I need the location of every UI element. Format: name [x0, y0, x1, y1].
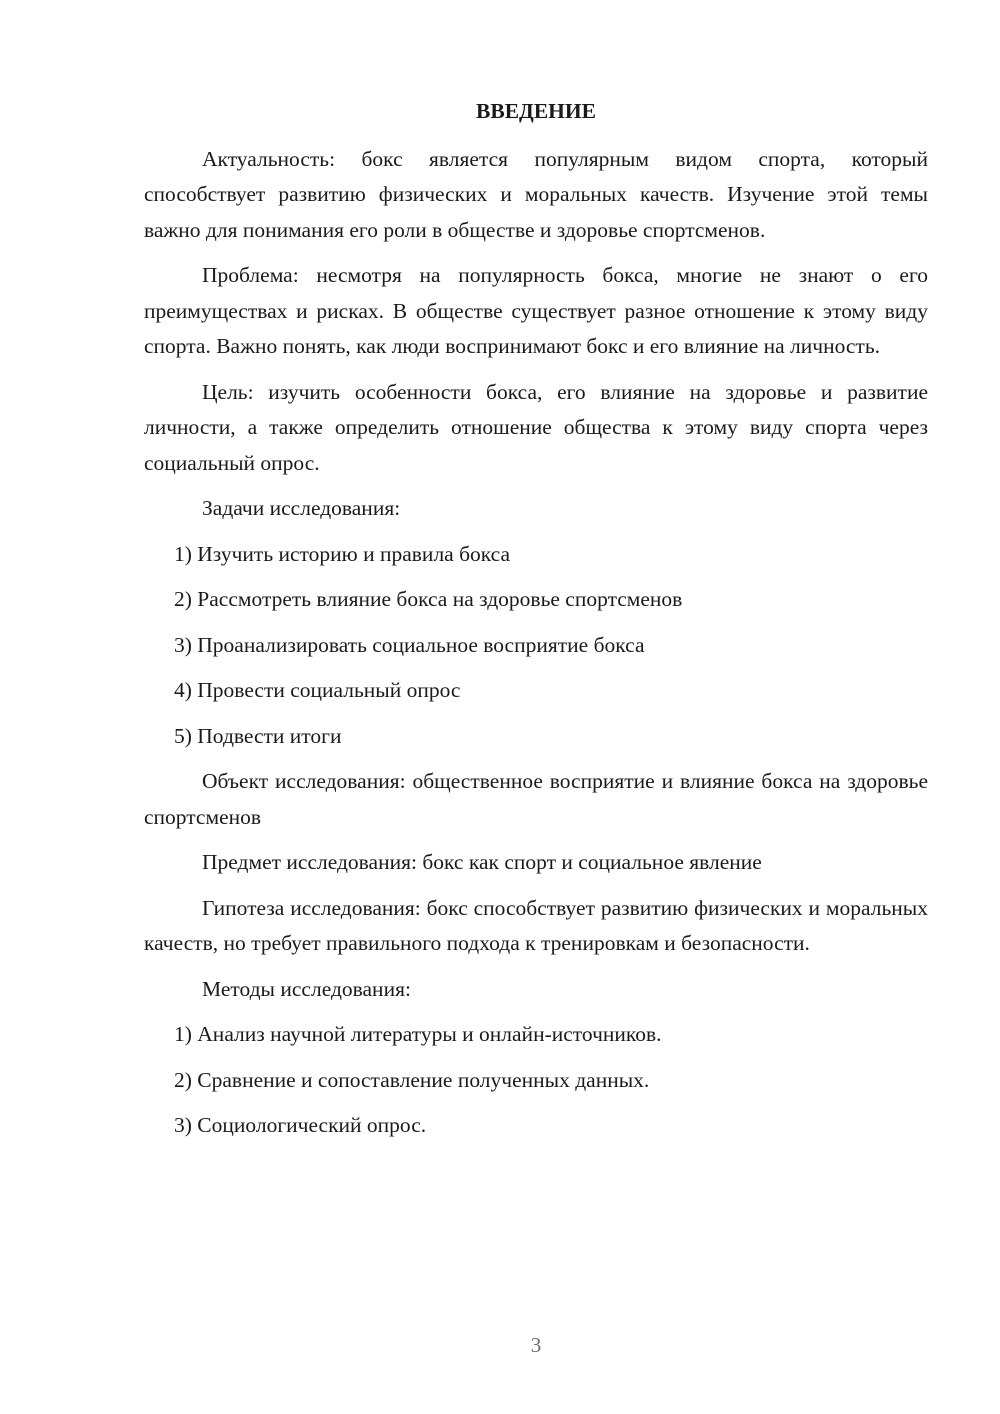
- task-item: 4) Провести социальный опрос: [174, 678, 461, 702]
- problem-paragraph: Проблема: несмотря на популярность бокса, многие не знают о его преимуществах и рисках. В обществе существует разное отношение к этому виду спорта. Важно понять, как люди воспринимают бокс и его влияние на личность.: [144, 263, 928, 358]
- method-item: 1) Анализ научной литературы и онлайн-источников.: [174, 1022, 662, 1046]
- task-item: 2) Рассмотреть влияние бокса на здоровье спортсменов: [174, 587, 683, 611]
- hypothesis-paragraph: Гипотеза исследования: бокс способствует развитию физических и моральных качеств, но требует правильного подхода к тренировкам и безопасности.: [144, 895, 928, 955]
- relevance-paragraph: Актуальность: бокс является популярным видом спорта, который способствует развитию физических и моральных качеств. Изучение этой темы важно для понимания его роли в обществе и здоровье спортсменов.: [144, 146, 928, 242]
- methods-heading: Методы исследования:: [202, 976, 411, 1001]
- method-item: 3) Социологический опрос.: [174, 1113, 427, 1137]
- method-item: 2) Сравнение и сопоставление полученных данных.: [174, 1067, 650, 1092]
- subject-paragraph: Предмет исследования: бокс как спорт и социальное явление: [202, 850, 762, 874]
- document-page: [144, 94, 928, 1154]
- object-paragraph: Объект исследования: общественное восприятие и влияние бокса на здоровье спортсменов: [144, 769, 928, 829]
- task-item: 3) Проанализировать социальное восприятие бокса: [174, 632, 645, 657]
- goal-paragraph: Цель: изучить особенности бокса, его влияние на здоровье и развитие личности, а также определить отношение общества к этому виду спорта через социальный опрос.: [144, 379, 928, 475]
- task-item: 5) Подвести итоги: [174, 723, 342, 748]
- task-item: 1) Изучить историю и правила бокса: [174, 541, 511, 566]
- page-number: 3: [530, 1333, 542, 1357]
- tasks-heading: Задачи исследования:: [202, 496, 401, 520]
- methods-list: [144, 1017, 928, 1144]
- tasks-list: [144, 537, 928, 755]
- section-title: ВВЕДЕНИЕ: [476, 99, 596, 123]
